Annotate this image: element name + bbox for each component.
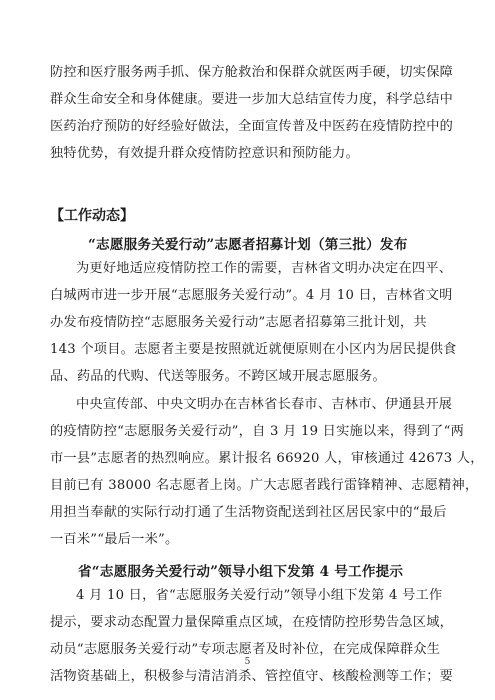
article-2-para-1-line-2: 提示，要求动态配置力量保障重点区域，在疫情防控形势告急区域， [50,615,454,630]
article-1-para-1-line-4: 143 个项目。志愿者主要是按照就近就便原则在小区内为居民提供食 [50,342,457,357]
article-1-para-2-line-2: 的疫情防控“志愿服务关爱行动”，自 3 月 19 日实施以来，得到了“两 [50,424,465,439]
article-2-para-1-line-1: 4 月 10 日，省“志愿服务关爱行动”领导小组下发第 4 号工作 [76,588,443,603]
section-heading: 【工作动态】 [50,208,134,224]
article-1-para-1-line-1: 为更好地适应疫情防控工作的需要，吉林省文明办决定在四平、 [76,261,453,276]
article-1-para-2-line-5: 用担当奉献的实际行动打通了生活物资配送到社区居民家中的“最后 [50,505,447,520]
intro-line-3: 医药治疗预防的好经验好做法，全面宣传普及中医药在疫情防控中的 [50,119,454,134]
intro-line-4: 独特优势，有效提升群众疫情防控意识和预防能力。 [50,146,360,161]
intro-line-1: 防控和医疗服务两手抓、保方舱救治和保群众就医两手硬，切实保障 [50,65,454,80]
page-number: 5 [244,657,251,667]
article-1-para-2-line-3: 市一县”志愿者的热烈响应。累计报名 66920 人，审核通过 42673 人， [50,451,484,466]
intro-line-2: 群众生命安全和身体健康。要进一步加大总结宣传力度，科学总结中 [50,92,454,107]
article-2-para-1-line-4: 活物资基础上，积极参与清洁消杀、管控值守、核酸检测等工作；要 [50,669,454,684]
article-1-title: “志愿服务关爱行动”志愿者招募计划（第三批）发布 [88,237,408,253]
article-1-para-1-line-5: 品、药品的代购、代送等服务。不跨区域开展志愿服务。 [50,369,386,384]
article-1-para-2-line-1: 中央宣传部、中央文明办在吉林省长春市、吉林市、伊通县开展 [76,397,453,412]
article-1-para-1-line-3: 办发布疫情防控“志愿服务关爱行动”志愿者招募第三批计划，共 [50,315,427,330]
article-2-para-1-line-3: 动员“志愿服务关爱行动”专项志愿者及时补位，在完成保障群众生 [50,642,441,657]
article-2-title: 省“志愿服务关爱行动”领导小组下发第 4 号工作提示 [78,564,404,580]
article-1-para-1-line-2: 白城两市进一步开展“志愿服务关爱行动”。4 月 10 日，吉林省文明 [50,288,453,303]
article-1-para-2-line-6: 一百米”“最后一米”。 [50,532,179,547]
article-1-para-2-line-4: 目前已有 38000 名志愿者上岗。广大志愿者践行雷锋精神、志愿精神， [50,478,479,493]
